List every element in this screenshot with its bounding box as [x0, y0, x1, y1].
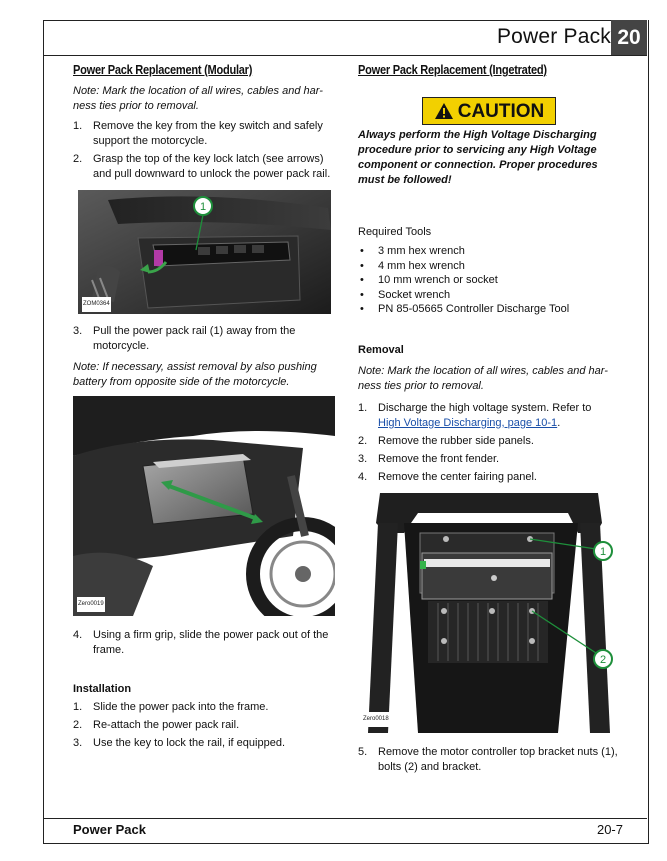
section-title-integrated: Power Pack Replacement (Ingetrated)	[358, 62, 547, 77]
callout-1: 1	[599, 545, 607, 558]
list-item	[358, 452, 620, 467]
step-text: Grasp the top of the key lock latch (see arrows) and pull downward to unlock the power pack rail.	[93, 153, 331, 180]
step-number: 1.	[358, 401, 368, 414]
step-number: 4.	[358, 470, 368, 483]
header-rule	[43, 55, 647, 56]
note-mark-wires: Note: Mark the location of all wires, cables and har- ness ties prior to removal.	[73, 85, 323, 112]
page-header-title: Power Pack	[496, 25, 611, 48]
list-item	[358, 434, 620, 449]
step-text: Slide the power pack into the frame.	[93, 701, 269, 713]
removal-step-5	[358, 745, 620, 775]
step-number: 3.	[73, 325, 83, 337]
step-number: 3.	[73, 737, 83, 749]
note-mark-wires-right: Note: Mark the location of all wires, cables and har- ness ties prior to removal.	[358, 364, 608, 392]
list-item	[73, 324, 335, 354]
note-assist-removal: Note: If necessary, assist removal by also pushing battery from opposite side of the motorcycle.	[73, 361, 317, 388]
caution-banner	[422, 97, 556, 125]
list-item	[73, 152, 335, 182]
list-item	[73, 119, 335, 149]
figure-slide-power-pack	[73, 396, 335, 616]
figure-code: ZOM0364	[82, 297, 111, 312]
caution-label: CAUTION	[457, 100, 545, 122]
list-item	[73, 736, 335, 751]
step-text: Use the key to lock the rail, if equipped.	[93, 737, 285, 749]
list-item: • 3 mm hex wrench	[358, 244, 620, 259]
list-item	[358, 470, 620, 485]
callout-2: 2	[599, 653, 607, 666]
step-text: Remove the key from the key switch and safely support the motorcycle.	[93, 120, 323, 147]
figure-code: Zero0018	[362, 712, 390, 727]
high-voltage-discharging-link[interactable]: High Voltage Discharging, page 10-1	[378, 416, 558, 429]
list-item: • 10 mm wrench or socket	[358, 273, 620, 288]
figure-controller-bracket	[358, 493, 620, 733]
callout-1: 1	[199, 201, 207, 213]
step-text: Using a firm grip, slide the power pack out of the frame.	[93, 629, 329, 656]
left-column	[73, 62, 335, 751]
list-item: • 4 mm hex wrench	[358, 259, 620, 274]
step-text: Pull the power pack rail (1) away from the motorcycle.	[93, 325, 296, 352]
figure-lock-latch	[78, 190, 331, 314]
step-text-end: .	[557, 416, 561, 429]
step-number: 4.	[73, 629, 83, 641]
step-text: Remove the center fairing panel.	[378, 470, 537, 483]
chapter-number-badge: 20	[611, 20, 647, 55]
figure-code: Zero0019	[77, 597, 105, 612]
removal-heading: Removal	[358, 343, 404, 356]
step-text: Re-attach the power pack rail.	[93, 719, 240, 731]
lock-latch-illustration	[78, 190, 331, 314]
list-item	[358, 401, 620, 431]
list-item	[358, 745, 620, 775]
list-item	[73, 628, 335, 658]
step-number: 2.	[73, 153, 83, 165]
step-text: Discharge the high voltage system. Refer to	[378, 401, 592, 414]
step-number: 3.	[358, 452, 368, 465]
footer-page-number: 20-7	[596, 822, 623, 837]
steps-list-a	[73, 119, 335, 182]
step-number: 1.	[73, 120, 83, 132]
steps-list-b	[73, 324, 335, 354]
installation-steps	[73, 700, 335, 751]
required-tools-list	[358, 244, 620, 317]
removal-steps	[358, 401, 620, 485]
list-item: • Socket wrench	[358, 288, 620, 303]
step-number: 2.	[358, 434, 368, 447]
footer-rule	[43, 818, 647, 819]
step-number: 5.	[358, 745, 368, 758]
installation-heading: Installation	[73, 683, 132, 695]
footer-section-title: Power Pack	[73, 822, 146, 837]
power-pack-illustration	[73, 396, 335, 616]
list-item: • PN 85-05665 Controller Discharge Tool	[358, 302, 620, 317]
list-item	[73, 700, 335, 715]
steps-list-c	[73, 628, 335, 658]
step-number: 2.	[73, 719, 83, 731]
step-text: Remove the motor controller top bracket nuts (1), bolts (2) and bracket.	[378, 745, 618, 773]
step-text: Remove the rubber side panels.	[378, 434, 534, 447]
controller-bracket-illustration	[358, 493, 620, 733]
required-tools-heading: Required Tools	[358, 226, 432, 238]
list-item	[73, 718, 335, 733]
caution-text: Always perform the High Voltage Discharging procedure prior to servicing any High Voltage component or connection. Proper procedures must be followed!	[358, 129, 598, 186]
step-text: Remove the front fender.	[378, 452, 500, 465]
top-rule	[43, 20, 647, 21]
warning-triangle-icon	[434, 102, 454, 120]
right-column	[358, 62, 620, 775]
section-title-modular: Power Pack Replacement (Modular)	[73, 62, 253, 77]
step-number: 1.	[73, 701, 83, 713]
